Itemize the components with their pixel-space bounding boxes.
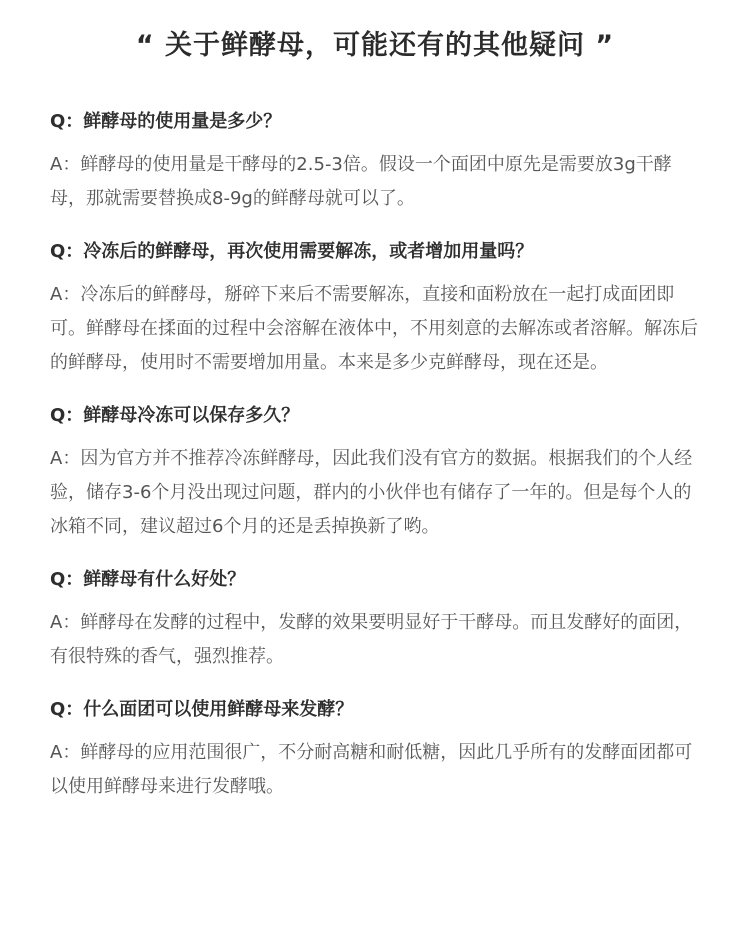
- faq-item: [50, 696, 700, 804]
- faq-question: Q：鲜酵母的使用量是多少？: [50, 111, 282, 132]
- faq-item: [50, 402, 700, 544]
- faq-item: [50, 566, 700, 674]
- faq-list: [50, 108, 700, 804]
- faq-question: Q：冷冻后的鲜酵母，再次使用需要解冻，或者增加用量吗？: [50, 241, 534, 262]
- faq-answer: A：鲜酵母在发酵的过程中，发酵的效果要明显好于干酵母。而且发酵好的面团，有很特殊的香气，强烈推荐。: [50, 612, 693, 667]
- faq-item: [50, 238, 700, 380]
- faq-answer: A：鲜酵母的应用范围很广，不分耐高糖和耐低糖，因此几乎所有的发酵面团都可以使用鲜酵母来进行发酵哦。: [50, 742, 693, 797]
- faq-question: Q：鲜酵母有什么好处？: [50, 569, 246, 590]
- faq-question: Q：鲜酵母冷冻可以保存多久？: [50, 405, 300, 426]
- page-title: “ 关于鲜酵母，可能还有的其他疑问 ”: [135, 30, 615, 61]
- faq-question: Q：什么面团可以使用鲜酵母来发酵？: [50, 699, 354, 720]
- faq-answer: A：冷冻后的鲜酵母，掰碎下来后不需要解冻，直接和面粉放在一起打成面团即可。鲜酵母在揉面的过程中会溶解在液体中，不用刻意的去解冻或者溶解。解冻后的鲜酵母，使用时不需要增加用量。本来是多少克鲜酵母，现在还是。: [50, 284, 698, 373]
- faq-answer: A：因为官方并不推荐冷冻鲜酵母，因此我们没有官方的数据。根据我们的个人经验，储存3-6个月没出现过问题，群内的小伙伴也有储存了一年的。但是每个人的冰箱不同，建议超过6个月的还是丢掉换新了哟。: [50, 448, 693, 537]
- faq-answer: A：鲜酵母的使用量是干酵母的2.5-3倍。假设一个面团中原先是需要放3g干酵母，那就需要替换成8-9g的鲜酵母就可以了。: [50, 154, 672, 209]
- faq-item: [50, 108, 700, 216]
